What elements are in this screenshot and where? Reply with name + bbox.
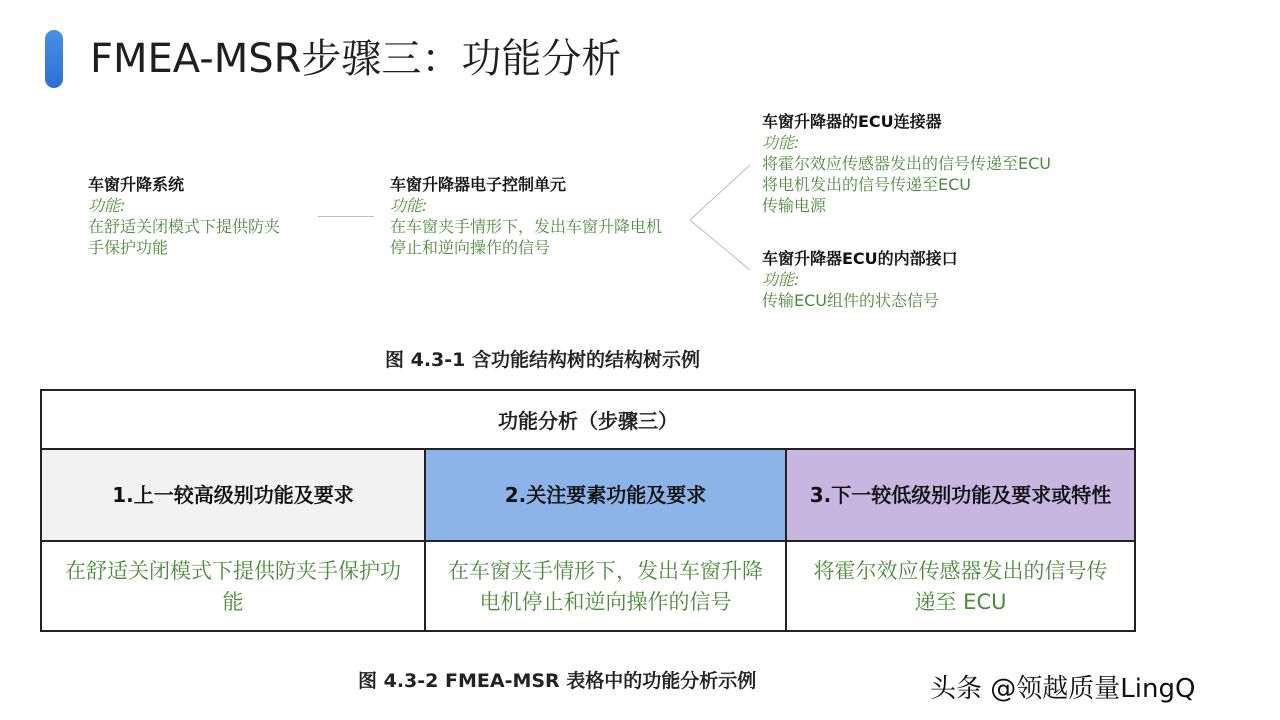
figure-caption-table: 图 4.3-2 FMEA-MSR 表格中的功能分析示例 xyxy=(358,670,757,692)
watermark: 头条 @领越质量LingQ xyxy=(930,674,1196,704)
column-header-focus-element: 2.关注要素功能及要求 xyxy=(426,450,787,540)
tree-node-name: 车窗升降系统 xyxy=(88,175,185,194)
tree-node-function-label: 功能: xyxy=(88,196,126,215)
tree-node-function-line: 停止和逆向操作的信号 xyxy=(390,238,551,257)
tree-node-function-line: 传输ECU组件的状态信号 xyxy=(762,291,939,310)
tree-node-function-line: 将电机发出的信号传递至ECU xyxy=(762,175,971,194)
tree-node-function-line: 传输电源 xyxy=(762,196,827,215)
tree-node-function-line: 在舒适关闭模式下提供防夹 xyxy=(88,217,281,236)
column-header-lower-level: 3.下一较低级别功能及要求或特性 xyxy=(787,450,1134,540)
table-cell-higher-level: 在舒适关闭模式下提供防夹手保护功能 xyxy=(42,542,426,632)
title-accent-bar xyxy=(45,30,63,88)
table-row xyxy=(42,542,1134,632)
slide-title: FMEA-MSR步骤三：功能分析 xyxy=(90,36,622,82)
tree-node-root xyxy=(88,174,280,258)
column-header-higher-level: 1.上一较高级别功能及要求 xyxy=(42,450,426,540)
tree-connector xyxy=(318,216,374,217)
figure-caption-structure-tree: 图 4.3-1 含功能结构树的结构树示例 xyxy=(385,349,700,371)
tree-node-name: 车窗升降器的ECU连接器 xyxy=(762,112,942,131)
table-cell-lower-level: 将霍尔效应传感器发出的信号传递至 ECU xyxy=(813,559,1108,614)
tree-node-name: 车窗升降器ECU的内部接口 xyxy=(762,249,958,268)
table-cell-focus-element: 在车窗夹手情形下，发出车窗升降电机停止和逆向操作的信号 xyxy=(426,542,787,632)
tree-node-function-line: 在车窗夹手情形下，发出车窗升降电机 xyxy=(390,217,663,236)
tree-branch-line-upper xyxy=(690,165,750,220)
tree-node-function-label: 功能: xyxy=(762,133,800,152)
table-header: 功能分析（步骤三） xyxy=(42,391,1134,450)
tree-node-function-line: 手保护功能 xyxy=(88,238,169,257)
tree-node-child-connector xyxy=(762,111,1051,216)
tree-node-middle xyxy=(390,174,662,258)
function-analysis-table xyxy=(40,389,1136,632)
tree-node-function-line: 将霍尔效应传感器发出的信号传递至ECU xyxy=(762,154,1051,173)
tree-node-function-label: 功能: xyxy=(762,270,800,289)
tree-node-name: 车窗升降器电子控制单元 xyxy=(390,175,567,194)
tree-node-function-label: 功能: xyxy=(390,196,428,215)
table-column-headers xyxy=(42,450,1134,542)
tree-branch-lines xyxy=(690,160,770,270)
tree-node-child-interface xyxy=(762,248,958,311)
tree-branch-line-lower xyxy=(690,220,750,270)
